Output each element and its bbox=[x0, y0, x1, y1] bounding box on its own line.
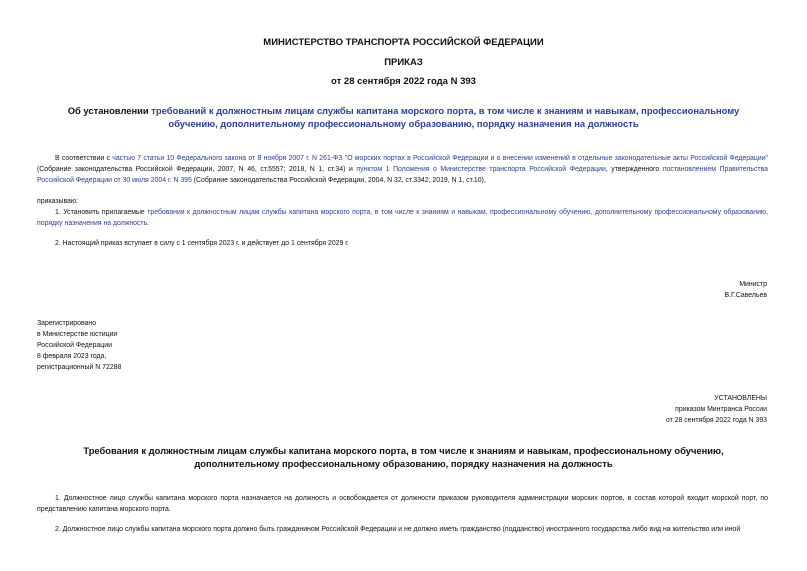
registration-block bbox=[37, 318, 121, 373]
doc-type-heading: ПРИКАЗ bbox=[384, 57, 423, 68]
signature-role: Министр bbox=[739, 281, 767, 288]
order-title-link[interactable]: требований к должностным лицам службы капитана морского порта, в том числе к знаниям и навыкам, профессиональному обучению, дополнительному профессиональному образованию, порядку назначения на должность bbox=[151, 105, 740, 129]
item-1-end: . bbox=[147, 220, 150, 227]
preamble-text-4: (Собрание законодательства Российской Федерации, 2004, N 32, ст.3342; 2019, N 1, ст.10), bbox=[191, 177, 486, 184]
preamble-text-1: В соответствии с bbox=[55, 155, 113, 162]
doc-date-number: от 28 сентября 2022 года N 393 bbox=[331, 76, 476, 87]
registration-line: в Министерстве юстиции bbox=[37, 331, 118, 338]
ministry-heading: МИНИСТЕРСТВО ТРАНСПОРТА РОССИЙСКОЙ ФЕДЕРАЦИИ bbox=[263, 37, 544, 48]
approved-line: от 28 сентября 2022 года N 393 bbox=[665, 417, 767, 424]
approved-block bbox=[666, 393, 767, 426]
preamble-text-3: , утвержденного bbox=[605, 166, 663, 173]
registration-line: 8 февраля 2023 года, bbox=[37, 353, 107, 360]
law-261-fz-link[interactable]: частью 7 статьи 10 Федерального закона от 8 ноября 2007 г. N 261-ФЗ "О морских портах в Российской Федерации и о внесении изменений в отдельные законодательные акты Российской Федерации" bbox=[112, 155, 768, 162]
registration-line: Российской Федерации bbox=[37, 342, 112, 349]
preamble-paragraph bbox=[37, 153, 768, 186]
requirements-link[interactable]: требования к должностным лицам службы капитана морского порта, в том числе к знаниям и навыкам, профессиональному обучению, дополнительному профессиональному образованию, порядку назначения на должность bbox=[37, 209, 768, 227]
order-word: приказываю: bbox=[37, 198, 78, 205]
approved-line: УСТАНОВЛЕНЫ bbox=[714, 395, 767, 402]
preamble-text-2: (Собрание законодательства Российской Федерации, 2007, N 46, ст.5557; 2018, N 1, ст.34) и bbox=[37, 166, 357, 173]
registration-line: регистрационный N 72288 bbox=[37, 364, 122, 371]
government-decree-link[interactable]: постановлением Правительства Российской Федерации от 30 июля 2004 г. N 395 bbox=[37, 166, 768, 184]
item-1-paragraph bbox=[37, 207, 768, 229]
signature-block bbox=[725, 279, 768, 301]
requirement-2: 2. Должностное лицо службы капитана морского порта должно быть гражданином Российской Федерации и не должно иметь гражданство (подданство) иностранного государства либо вид на жительство или иной bbox=[55, 526, 741, 533]
registration-line: Зарегистрировано bbox=[37, 320, 97, 327]
requirement-1: 1. Должностное лицо службы капитана морского порта назначается на должность и освобождается от должности приказом руководителя администрации морских портов, в состав которой входит морской порт, по представлению капитана морского порта. bbox=[37, 495, 768, 513]
signature-name: В.Г.Савельев bbox=[724, 292, 767, 299]
ministry-regulation-link[interactable]: пунктом 1 Положения о Министерстве транспорта Российской Федерации bbox=[356, 166, 606, 173]
item-1-text: 1. Установить прилагаемые bbox=[55, 209, 148, 216]
order-title-prefix: Об установлении bbox=[67, 105, 152, 116]
requirements-title: Требования к должностным лицам службы капитана морского порта, в том числе к знаниям и навыкам, профессиональному обучению, дополнительному профессиональному образованию, порядку назначения на должность bbox=[83, 445, 724, 469]
item-2-paragraph: 2. Настоящий приказ вступает в силу с 1 сентября 2023 г. и действует до 1 сентября 2029 г. bbox=[55, 240, 349, 247]
approved-line: приказом Минтранса России bbox=[675, 406, 767, 413]
order-title bbox=[60, 104, 747, 130]
